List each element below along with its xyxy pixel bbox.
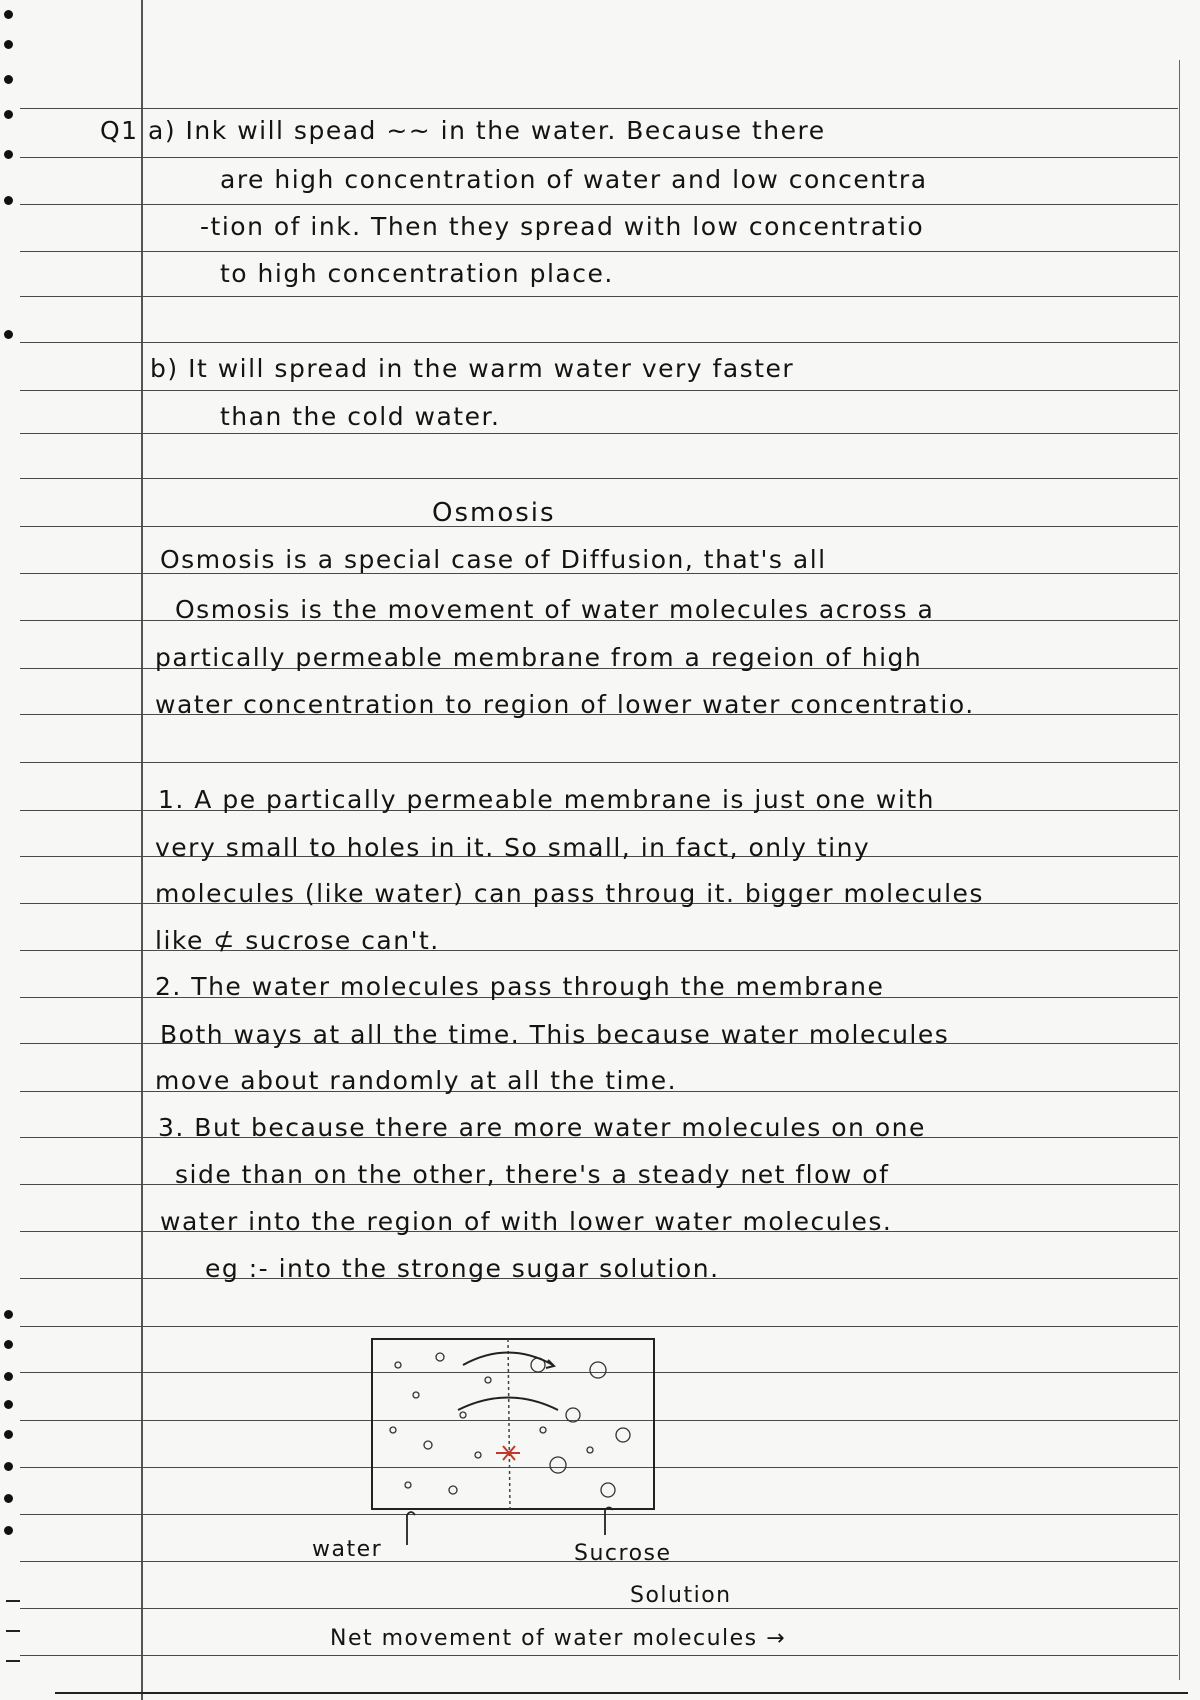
ruled-line (20, 204, 1178, 205)
ruled-line (20, 108, 1178, 109)
binding-mark (6, 1660, 20, 1662)
point-3-line-1: 3. But because there are more water molecules on one (158, 1113, 926, 1142)
ruled-line (20, 526, 1178, 527)
binding-mark (6, 1630, 20, 1632)
sucrose-molecules (531, 1358, 630, 1497)
point-3-line-4: eg :- into the stronge sugar solution. (205, 1254, 720, 1283)
ruled-line (20, 296, 1178, 297)
definition-line-4: water concentration to region of lower water concentratio. (155, 690, 975, 719)
page-bottom-edge (55, 1692, 1188, 1694)
binding-hole (4, 196, 13, 205)
binding-mark (6, 1600, 20, 1602)
ruled-line (20, 342, 1178, 343)
definition-line-2: Osmosis is the movement of water molecules across a (175, 595, 935, 624)
ruled-line (20, 433, 1178, 434)
point-1-line-1: 1. A pe partically permeable membrane is just one with (158, 785, 935, 814)
point-3-line-2: side than on the other, there's a steady net flow of (175, 1160, 890, 1189)
ruled-line (20, 1655, 1178, 1656)
ruled-line (20, 1608, 1178, 1609)
binding-hole (4, 110, 13, 119)
binding-hole (4, 1310, 13, 1319)
ruled-line (20, 762, 1178, 763)
label-water: water (312, 1537, 383, 1562)
label-sucrose: Sucrose (574, 1541, 672, 1566)
heading-osmosis: Osmosis (432, 498, 556, 528)
ruled-line (20, 1326, 1178, 1327)
margin-line (141, 0, 143, 1700)
ruled-line (20, 478, 1178, 479)
page-border (1179, 60, 1180, 1680)
diagram-caption: Net movement of water molecules → (330, 1626, 787, 1651)
binding-hole (4, 1400, 13, 1409)
point-1-line-3: molecules (like water) can pass throug it. bigger molecules (155, 879, 984, 908)
binding-hole (4, 1494, 13, 1503)
definition-line-1: Osmosis is a special case of Diffusion, that's all (160, 545, 827, 574)
point-2-line-1: 2. The water molecules pass through the membrane (155, 972, 885, 1001)
binding-hole (4, 10, 13, 19)
membrane-line (508, 1339, 510, 1509)
binding-hole (4, 40, 13, 49)
binding-hole (4, 1526, 13, 1535)
binding-hole (4, 1340, 13, 1349)
q1b-line-2: than the cold water. (220, 402, 501, 431)
q1a-line-3: -tion of ink. Then they spread with low concentratio (200, 212, 925, 241)
point-2-line-3: move about randomly at all the time. (155, 1066, 678, 1095)
ruled-line (20, 390, 1178, 391)
binding-hole (4, 1462, 13, 1471)
point-2-line-2: Both ways at all the time. This because water molecules (160, 1020, 950, 1049)
q1a-line-4: to high concentration place. (220, 259, 614, 288)
ruled-line (20, 251, 1178, 252)
binding-hole (4, 1430, 13, 1439)
binding-hole (4, 75, 13, 84)
label-solution: Solution (630, 1583, 732, 1608)
point-3-line-3: water into the region of with lower water molecules. (160, 1207, 893, 1236)
definition-line-3: partically permeable membrane from a regeion of high (155, 643, 923, 672)
osmosis-diagram (368, 1335, 658, 1517)
ruled-line (20, 157, 1178, 158)
point-1-line-2: very small to holes in it. So small, in fact, only tiny (155, 833, 871, 862)
q1a-line-1: Q1 a) Ink will spead ~~ in the water. Because there (100, 116, 826, 145)
q1a-line-2: are high concentration of water and low concentra (220, 165, 928, 194)
binding-hole (4, 1372, 13, 1381)
q1b-line-1: b) It will spread in the warm water very faster (150, 354, 795, 383)
water-molecules (390, 1353, 491, 1494)
binding-hole (4, 150, 13, 159)
binding-hole (4, 330, 13, 339)
point-1-line-4: like ⊄ sucrose can't. (155, 926, 440, 955)
